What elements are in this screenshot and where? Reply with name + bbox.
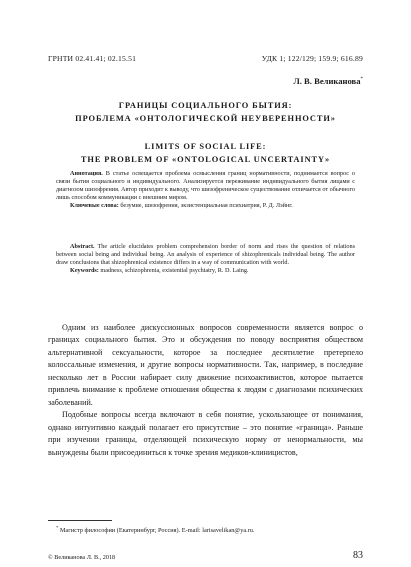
abstract-english — [56, 243, 355, 275]
copyright-notice: © Великанова Л. В., 2018 — [48, 554, 116, 561]
keywords-en — [56, 267, 355, 275]
keywords-en-label: Keywords: — [70, 266, 99, 274]
page-number: 83 — [353, 550, 363, 561]
abstract-ru-label: Аннотация. — [70, 170, 103, 177]
abstract-en-text: The article elucidates problem comprehension border of norm and rises the question of relations between social being and individual being. An analysis of experience of shizophrenicals individual being. The author draw conclusions that shizophrenical existence differs in a way of communication with world. — [56, 243, 355, 266]
title-en-line2: THE PROBLEM OF «ONTOLOGICAL UNCERTAINTY» — [80, 155, 331, 164]
title-russian — [48, 99, 363, 125]
footnote — [56, 525, 255, 534]
author-text: Л. В. Великанова — [293, 76, 361, 86]
keywords-ru-label: Ключевые слова: — [70, 201, 119, 209]
abstract-en-label: Abstract. — [70, 243, 95, 250]
abstract-ru-text: В статье освещается проблема осмысления границ нормативности, поднимается вопрос о связи бытия социального и индивидуального. Анализируется переживание индивидуального бытия лицами с диагнозом шизофрения. Автор приходит к выводу, что шизофреническое существование отличается от обычного лишь способом коммуникации с внешним миром. — [56, 170, 356, 201]
article-body — [48, 322, 363, 459]
footnote-text: Магистр философии (Екатеринбург, Россия). E-mail: larisavelikan@ya.ru. — [59, 527, 255, 535]
title-ru-line1: ГРАНИЦЫ СОЦИАЛЬНОГО БЫТИЯ: — [118, 101, 293, 110]
title-en-line1: LIMITS OF SOCIAL LIFE: — [144, 142, 267, 151]
title-ru-line2: ПРОБЛЕМА «ОНТОЛОГИЧЕСКОЙ НЕУВЕРЕННОСТИ» — [75, 114, 336, 123]
author-name — [293, 76, 363, 86]
keywords-ru-text: безумие, шизофрения, экзистенциальная психиатрия, Р. Д. Лэйнг. — [120, 201, 293, 209]
classification-codes — [48, 54, 363, 63]
footnote-mark: * — [56, 525, 59, 530]
title-english — [48, 140, 363, 166]
udk-code: УДК 1; 122/129; 159.9; 616.89 — [261, 54, 363, 63]
footnote-rule — [48, 520, 112, 521]
body-paragraph-2: Подобные вопросы всегда включают в себя понятие, ускользающее от понимания, однако интуитивно каждый полагает его присутствие – это понятие «граница». Раньше при изучении границы, отделяющей психическую норму от ненормальности, мы вынуждены были присоединиться к точке зрения медиков-клиницистов, — [48, 410, 363, 457]
keywords-ru — [56, 202, 355, 210]
grnti-code: ГРНТИ 02.41.41; 02.15.51 — [48, 54, 137, 63]
body-paragraph-1: Одним из наиболее дискуссионных вопросов современности является вопрос о границах социального бытия. Это и обсуждения по поводу восприятия обществом альтернативной сексуальности, которое за последнее десятилетие претерпело колоссальные изменения, и другие вопросы нормативности. Так, например, в последние несколько лет в России набирает силу движение психоактивистов, которое пытается привлечь внимание к проблеме отношения общества к людям с диагнозами психических заболеваний. — [48, 323, 363, 407]
author-footnote-mark: * — [360, 77, 363, 83]
abstract-russian — [56, 170, 355, 210]
keywords-en-text: madness, schizophrenia, existential psychiatry, R. D. Laing. — [100, 266, 249, 274]
